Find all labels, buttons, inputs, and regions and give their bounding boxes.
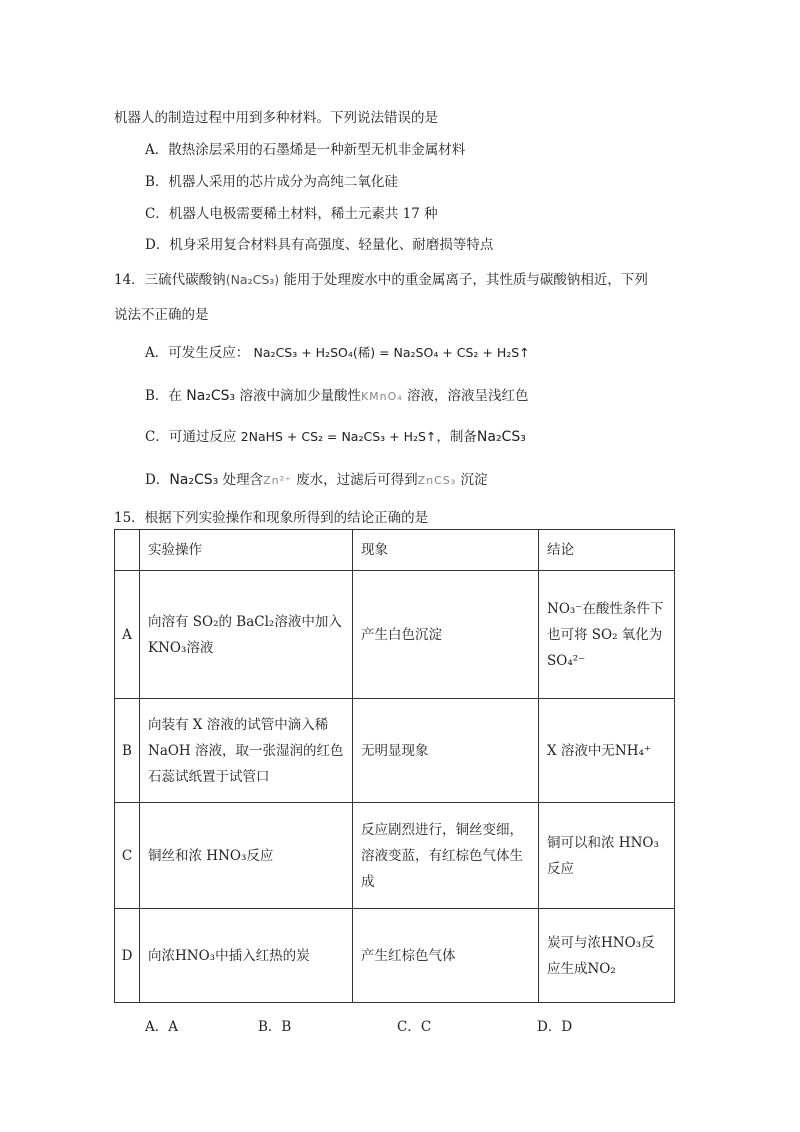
- q14-option-d-end: 沉淀: [460, 472, 488, 488]
- q14-option-d-zn-ion: Zn²⁺: [263, 474, 292, 487]
- table-row: [115, 571, 675, 699]
- header-conclusion: 结论: [539, 530, 675, 571]
- q14-option-b-end: 溶液，溶液呈浅红色: [407, 388, 529, 404]
- q14-option-b: [145, 384, 529, 404]
- q14-option-d: [145, 468, 488, 488]
- q14-formula: (Na₂CS₃): [225, 272, 280, 287]
- table-row: [115, 909, 675, 1003]
- q14-option-d-formula: Na₂CS₃: [169, 472, 219, 488]
- q14-option-d-zncs3: ZnCS₃: [417, 474, 457, 487]
- row-phenomenon: 产生红棕色气体: [353, 909, 539, 1003]
- q14-option-d-label: D．: [145, 472, 170, 488]
- q13-option-a: A．散热涂层采用的石墨烯是一种新型无机非金属材料: [145, 142, 466, 158]
- answer-choice-d: D．D: [537, 1019, 573, 1035]
- q14-option-c: [145, 425, 526, 445]
- row-conclusion: 炭可与浓HNO₃反应生成NO₂: [539, 909, 675, 1003]
- row-conclusion: X 溶液中无NH₄⁺: [539, 699, 675, 803]
- row-operation: 铜丝和浓 HNO₃反应: [140, 803, 353, 909]
- q14-option-b-mid: 溶液中滴加少量酸性: [239, 388, 361, 404]
- row-label: D: [115, 909, 140, 1003]
- row-operation: 向装有 X 溶液的试管中滴入稀NaOH 溶液，取一张湿润的红色石蕊试纸置于试管口: [140, 699, 353, 803]
- q13-option-d: D．机身采用复合材料具有高强度、轻量化、耐磨损等特点: [145, 237, 494, 253]
- row-operation: 向溶有 SO₂的 BaCl₂溶液中加入KNO₃溶液: [140, 571, 353, 699]
- row-label: A: [115, 571, 140, 699]
- q14-option-c-label: C．可通过反应: [145, 429, 237, 445]
- q14-stem-pre: 14．三硫代碳酸钠: [114, 272, 226, 288]
- table-header-row: [115, 530, 675, 571]
- q14-option-a-label: A．可发生反应：: [145, 345, 250, 361]
- row-phenomenon: 反应剧烈进行，铜丝变细，溶液变蓝，有红棕色气体生成: [353, 803, 539, 909]
- table-row: [115, 803, 675, 909]
- q14-option-b-kmno4: KMnO₄: [360, 390, 403, 403]
- row-phenomenon: 产生白色沉淀: [353, 571, 539, 699]
- table-row: [115, 699, 675, 803]
- q14-option-c-formula: Na₂CS₃: [476, 429, 526, 445]
- q15-stem: 15．根据下列实验操作和现象所得到的结论正确的是: [114, 510, 429, 526]
- q14-option-b-formula: Na₂CS₃: [186, 388, 236, 404]
- answer-choice-c: C．C: [397, 1019, 432, 1035]
- row-label: B: [115, 699, 140, 803]
- q14-option-d-mid2: 废水，过滤后可得到: [296, 472, 418, 488]
- row-label: C: [115, 803, 140, 909]
- q13-stem: 机器人的制造过程中用到多种材料。下列说法错误的是: [114, 110, 438, 126]
- q13-option-b: B．机器人采用的芯片成分为高纯二氧化硅: [145, 174, 398, 190]
- q14-option-a: [145, 341, 530, 361]
- experiment-table: [114, 529, 675, 1003]
- q14-option-a-equation: Na₂CS₃ + H₂SO₄(稀) = Na₂SO₄ + CS₂ + H₂S↑: [253, 345, 530, 360]
- row-operation: 向浓HNO₃中插入红热的炭: [140, 909, 353, 1003]
- row-conclusion: NO₃⁻在酸性条件下也可将 SO₂ 氧化为SO₄²⁻: [539, 571, 675, 699]
- answer-choice-b: B．B: [258, 1019, 292, 1035]
- q14-option-b-label: B．在: [145, 388, 182, 404]
- header-operation: 实验操作: [140, 530, 353, 571]
- q14-option-d-mid: 处理含: [222, 472, 264, 488]
- q14-stem-line2: 说法不正确的是: [114, 307, 209, 323]
- row-conclusion: 铜可以和浓 HNO₃反应: [539, 803, 675, 909]
- q14-stem-post: 能用于处理废水中的重金属离子，其性质与碳酸钠相近，下列: [283, 272, 648, 288]
- q13-option-c: C．机器人电极需要稀土材料，稀土元素共 17 种: [145, 206, 438, 222]
- header-label: [115, 530, 140, 571]
- q14-stem: [114, 268, 648, 288]
- header-phenomenon: 现象: [353, 530, 539, 571]
- answer-choice-a: A．A: [145, 1019, 178, 1035]
- q14-option-c-equation: 2NaHS + CS₂ = Na₂CS₃ + H₂S↑: [240, 429, 437, 444]
- q14-option-c-mid: ，制备: [436, 429, 477, 445]
- row-phenomenon: 无明显现象: [353, 699, 539, 803]
